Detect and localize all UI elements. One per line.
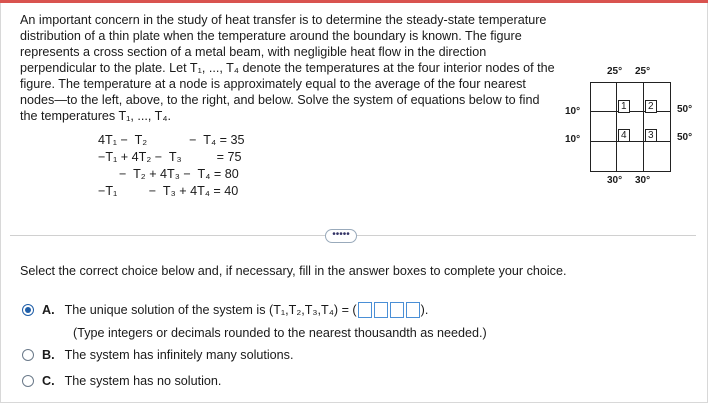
equation-2: −T₁ + 4T₂ − T₃ = 75 [98, 150, 242, 164]
equation-1: 4T₁ − T₂ − T₄ = 35 [98, 133, 245, 147]
bottom-temp-2: 30° [635, 175, 651, 186]
plate-grid [590, 82, 671, 172]
answer-box-t4[interactable] [406, 302, 420, 318]
choice-c-letter: C. [42, 374, 55, 388]
choice-a-text: The unique solution of the system is (T₁,T₂,T₃,T₄) = ( [64, 303, 357, 317]
right-temp-1: 50° [677, 104, 693, 115]
grid-cell [643, 141, 671, 172]
grid-cell [590, 141, 617, 172]
answer-box-t2[interactable] [374, 302, 388, 318]
bottom-temp-1: 30° [607, 175, 623, 186]
problem-text: An important concern in the study of heat transfer is to determine the steady-state temperature distribution of a thin plate when the temperature around the boundary is known. The figure represents a cross section of a metal beam, with negligible heat flow in the direction perpendicular to the plate. Let T₁, ..., T₄ denote the temperatures at the four interior nodes of the figure. The temperature at a node is approximately equal to the average of the four nearest nodes—to the left, above, to the right, and below. Solve the system of equations below to find the temperatures T₁, ..., T₄. [20, 13, 555, 123]
choice-b-text: The system has infinitely many solutions. [64, 348, 294, 362]
choice-c[interactable] [22, 374, 221, 388]
node-1-label: 1 [618, 100, 630, 113]
problem-statement [20, 12, 555, 124]
grid-cell [590, 111, 617, 142]
choice-a-hint: (Type integers or decimals rounded to the nearest thousandth as needed.) [73, 326, 487, 340]
plate-figure [555, 60, 705, 190]
node-4-label: 4 [618, 129, 630, 142]
more-button[interactable]: ••••• [325, 229, 357, 243]
equation-system [98, 132, 244, 200]
choice-a-close: ). [420, 303, 429, 317]
top-temp-2: 25° [635, 66, 651, 77]
equation-4: −T₁ − T₃ + 4T₄ = 40 [98, 184, 239, 198]
radio-b[interactable] [22, 349, 34, 361]
choice-c-text: The system has no solution. [64, 374, 222, 388]
grid-cell [616, 141, 644, 172]
choice-b-letter: B. [42, 348, 55, 362]
radio-a[interactable] [22, 304, 34, 316]
choice-a[interactable] [22, 302, 428, 318]
radio-c[interactable] [22, 375, 34, 387]
top-temp-1: 25° [607, 66, 623, 77]
answer-box-t3[interactable] [390, 302, 404, 318]
left-temp-2: 10° [565, 134, 581, 145]
node-3-label: 3 [645, 129, 657, 142]
grid-cell [590, 82, 617, 112]
choice-a-letter: A. [42, 303, 55, 317]
equation-3: − T₂ + 4T₃ − T₄ = 80 [98, 167, 239, 181]
right-temp-2: 50° [677, 132, 693, 143]
left-temp-1: 10° [565, 106, 581, 117]
choice-b[interactable] [22, 348, 293, 362]
node-2-label: 2 [645, 100, 657, 113]
instruction-text: Select the correct choice below and, if necessary, fill in the answer boxes to complete your choice. [20, 264, 567, 278]
answer-box-t1[interactable] [358, 302, 372, 318]
